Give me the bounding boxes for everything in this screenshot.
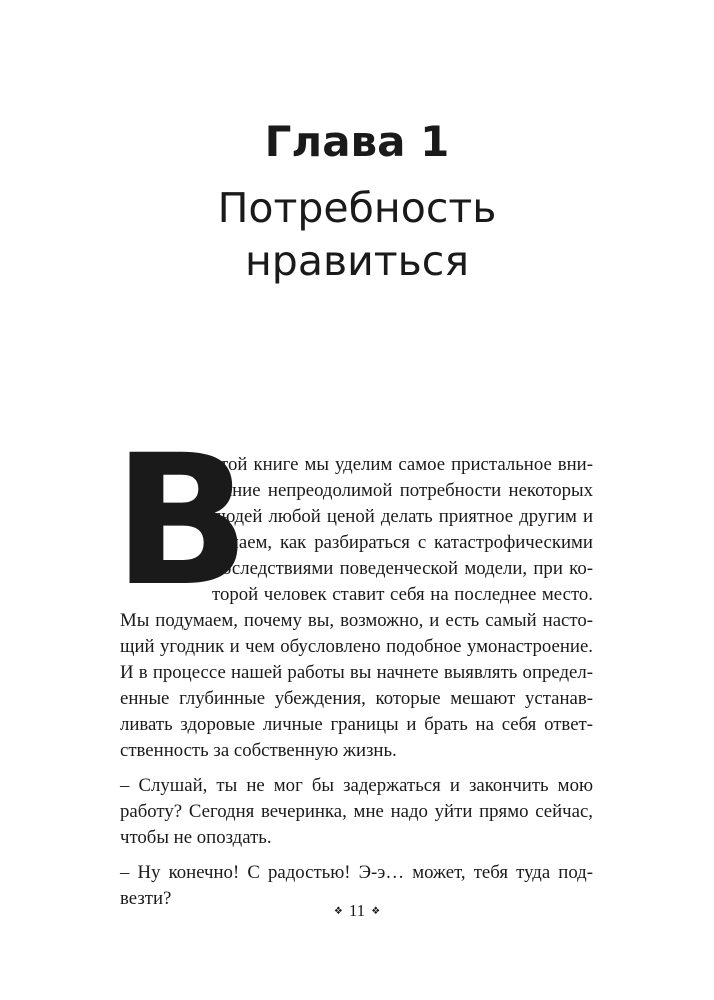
dialogue-line: – Слушай, ты не мог бы задержаться и закончить мою xyxy=(120,775,593,796)
drop-cap: В xyxy=(113,417,247,626)
intro-line: щий угодник и чем обусловлено подобное умонастроение. xyxy=(120,636,593,657)
intro-line: людей любой ценой делать приятное другим и xyxy=(212,506,593,527)
page-footer xyxy=(0,901,714,921)
dialogue-line: работу? Сегодня вечеринка, мне надо уйти прямо сейчас, xyxy=(120,801,593,822)
intro-line: узнаем, как разбираться с катастрофическими xyxy=(212,532,593,553)
intro-line: торой человек ставит себя на последнее место. xyxy=(212,584,593,605)
page-number: 11 xyxy=(348,901,366,920)
intro-line: последствиями поведенческой модели, при ко- xyxy=(212,558,593,579)
ornament-icon: ❖ xyxy=(333,906,343,917)
chapter-title xyxy=(0,182,714,288)
intro-line: ственность за собственную жизнь. xyxy=(120,740,397,761)
dialogue-line: везти? xyxy=(120,888,172,909)
intro-line: И в процессе нашей работы вы начнете выявлять определ- xyxy=(120,662,593,683)
ornament-icon: ❖ xyxy=(371,906,381,917)
intro-line: ливать здоровые личные границы и брать на себя ответ- xyxy=(120,714,593,735)
chapter-title-line: Потребность xyxy=(217,184,497,232)
dialogue-line: чтобы не опоздать. xyxy=(120,827,272,848)
dialogue-line: – Ну конечно! С радостью! Э-э… может, тебя туда под- xyxy=(120,862,593,883)
intro-line: енные глубинные убеждения, которые мешают устанав- xyxy=(120,688,593,709)
chapter-title-line: нравиться xyxy=(244,237,470,285)
intro-line: этой книге мы уделим самое пристальное вни- xyxy=(212,454,593,475)
intro-line: мание непреодолимой потребности некоторых xyxy=(212,480,593,501)
chapter-label: Глава 1 xyxy=(264,117,450,166)
intro-line: Мы подумаем, почему вы, возможно, и есть самый насто- xyxy=(120,610,593,631)
